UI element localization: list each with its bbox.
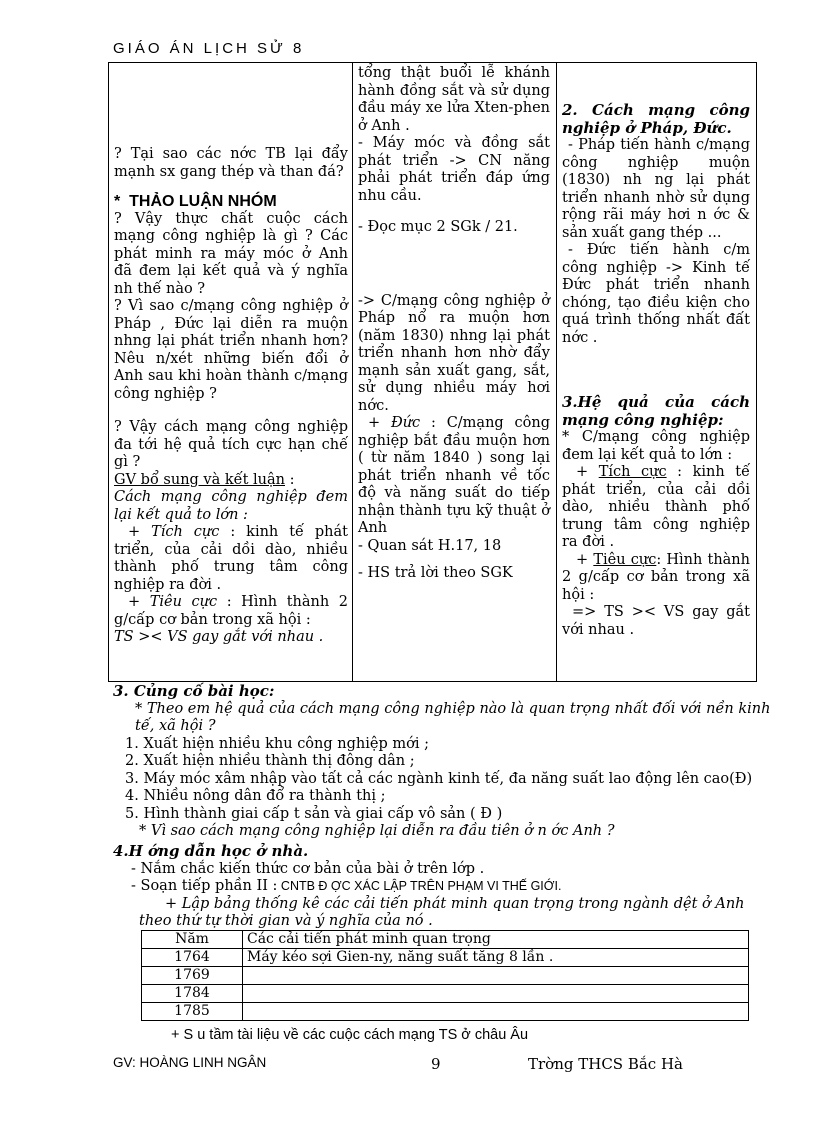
student-activity-column [358, 65, 550, 583]
table-cell [243, 967, 749, 985]
answer-item: 4. Nhiều nông dân đổ ra thành thị ; [125, 788, 386, 804]
activity-5: + Đức : C/mạng công nghiệp bắt đầu muộn hơn ( từ năm 1840 ) song lại phát triển nhanh về tốc độ và năng suất do tiếp nhận thành tựu kỹ thuật ở Anh [358, 415, 550, 536]
france-text: - Pháp tiến hành c/mạng công nghiệp muộn (1830) nh ng lại phát triển nhanh nhờ sử dụng rộng rãi máy hơi n ớc & sản xuất gang thép ... [562, 137, 750, 241]
negative-result-tail: => TS >< VS gay gắt với nhau . [562, 604, 750, 638]
table-cell: 1785 [142, 1003, 243, 1021]
table-cell: 1784 [142, 985, 243, 1003]
answer-list [113, 736, 773, 824]
table-cell: Máy kéo sợi Gien-ny, năng suất tăng 8 lần . [243, 949, 749, 967]
discussion-heading: * THẢO LUẬN NHÓM [114, 193, 277, 210]
question-2: ? Vậy thực chất cuộc cách mạng công nghiệp là gì ? Các phát minh ra máy móc ở Anh đã đem lại kết quả và ý nghĩa nh thế nào ? [114, 210, 348, 297]
consolidation-section [113, 683, 773, 841]
table-header-row [142, 931, 749, 949]
answer-item: 1. Xuất hiện nhiều khu công nghiệp mới ; [125, 735, 429, 752]
consolidation-title: 3. Củng cố bài học: [113, 682, 275, 700]
negative-result: + Tiêu cực: Hình thành 2 g/cấp cơ bản trong xã hội : [562, 551, 750, 603]
activity-4: -> C/mạng công nghiệp ở Pháp nổ ra muộn hơn (năm 1830) nhng lại phát triển nhanh hơn nhờ đẩy mạnh sản xuất gang, sắt, sử dụng nhiều máy hơi nớc. [358, 292, 550, 414]
gv-conclusion: GV bổ sung và kết luận : [114, 471, 295, 488]
consolidation-question: * Theo em hệ quả của cách mạng công nghiệp nào là quan trọng nhất đối với nền kinh tế, xã hội ? [135, 700, 771, 734]
homework-title: 4.H ớng dẫn học ở nhà. [113, 842, 309, 860]
positive-result: + Tích cực : kinh tế phát triển, của cải dồi dào, nhiều thành phố trung tâm công nghiệp ra đời . [562, 464, 750, 550]
activity-3: - Đọc mục 2 SGk / 21. [358, 219, 518, 235]
activity-6: - Quan sát H.17, 18 [358, 537, 502, 554]
negative-effects-tail: TS >< VS gay gắt với nhau . [114, 629, 324, 645]
table-row [142, 949, 749, 967]
positive-effects: + Tích cực : kinh tế phát triển, của cải dồi dào, nhiều thành phố trung tâm công nghiệp ra đời . [114, 524, 348, 593]
question-4: ? Vậy cách mạng công nghiệp đa tới hệ quả tích cực hạn chế gì ? [114, 419, 348, 470]
question-3: ? Vì sao c/mạng công nghiệp ở Pháp , Đức lại diễn ra muộn nhng lại phát triển nhanh hơn? Nêu n/xét những biến đổi ở Anh sau khi hoàn thành c/mạng công nghiệp ? [114, 298, 348, 402]
homework-section [113, 843, 773, 931]
table-cell [243, 985, 749, 1003]
table-row [142, 1003, 749, 1021]
consolidation-question-2: * Vì sao cách mạng công nghiệp lại diễn ra đầu tiên ở n ớc Anh ? [139, 823, 615, 839]
homework-line-3: + Lập bảng thống kê các cải tiến phát minh quan trọng trong ngành dệt ở Anh theo thứ tự thời gian và ý nghĩa của nó . [139, 895, 745, 929]
activity-1: tổng thật buổi lễ khánh hành đồng sắt và sử dụng đầu máy xe lửa Xten-phen ở Anh . [358, 65, 550, 134]
table-row [142, 967, 749, 985]
homework-line-1: - Nắm chắc kiến thức cơ bản của bài ở trên lớp . [131, 860, 485, 877]
footer-school: Trờng THCS Bắc Hà [528, 1055, 684, 1073]
teacher-activity-column [114, 146, 348, 647]
table-cell [243, 1003, 749, 1021]
table-row [142, 985, 749, 1003]
page-number: 9 [431, 1055, 441, 1073]
lesson-content-column [562, 101, 750, 639]
table-cell: 1769 [142, 967, 243, 985]
answer-item: 2. Xuất hiện nhiều thành thị đông dân ; [125, 753, 415, 769]
result-text: * C/mạng công nghiệp đem lại kết quả to lớn : [562, 429, 750, 463]
negative-effects: + Tiêu cực : Hình thành 2 g/cấp cơ bản trong xã hội : [114, 594, 348, 628]
inventions-table [141, 930, 749, 1021]
germany-text: - Đức tiến hành c/m công nghiệp -> Kinh tế Đức phát triển nhanh chóng, tạo điều kiện cho quá trình thống nhất đất nớc . [562, 242, 750, 346]
answer-item: 5. Hình thành giai cấp t sản và giai cấp vô sản ( Đ ) [125, 805, 503, 822]
table-header-cell: Năm [142, 931, 243, 949]
column-divider [556, 63, 557, 681]
section-3-heading: 3.Hệ quả của cách mạng công nghiệp: [562, 393, 750, 429]
question-1: ? Tại sao các nớc TB lại đẩy mạnh sx gang thép và than đá? [114, 146, 348, 180]
gv-conclusion-text: Cách mạng công nghiệp đem lại kết quả to lớn : [114, 489, 348, 523]
lesson-table [108, 62, 757, 682]
activity-2: - Máy móc và đồng sắt phát triển -> CN năng phải phát triển đáp ứng nhu cầu. [358, 135, 550, 204]
answer-item: 3. Máy móc xâm nhập vào tất cả các ngành kinh tế, đa năng suất lao động lên cao(Đ) [125, 770, 753, 787]
activity-7: - HS trả lời theo SGK [358, 565, 513, 581]
homework-line-2: - Soạn tiếp phần II : CNTB Đ ỢC XÁC LẬP TRÊN PHẠM VI THẾ GIỚI. [131, 878, 562, 894]
table-header-cell: Các cải tiến phát minh quan trọng [243, 931, 749, 949]
footer-teacher: GV: HOÀNG LINH NGÂN [113, 1055, 267, 1070]
after-table-note: + S u tầm tài liệu về các cuộc cách mạng TS ở châu Âu [171, 1027, 529, 1043]
column-divider [352, 63, 353, 681]
table-cell: 1764 [142, 949, 243, 967]
section-2-heading: 2. Cách mạng công nghiệp ở Pháp, Đức. [562, 101, 750, 137]
page-header: GIÁO ÁN LỊCH SỬ 8 [113, 40, 305, 57]
